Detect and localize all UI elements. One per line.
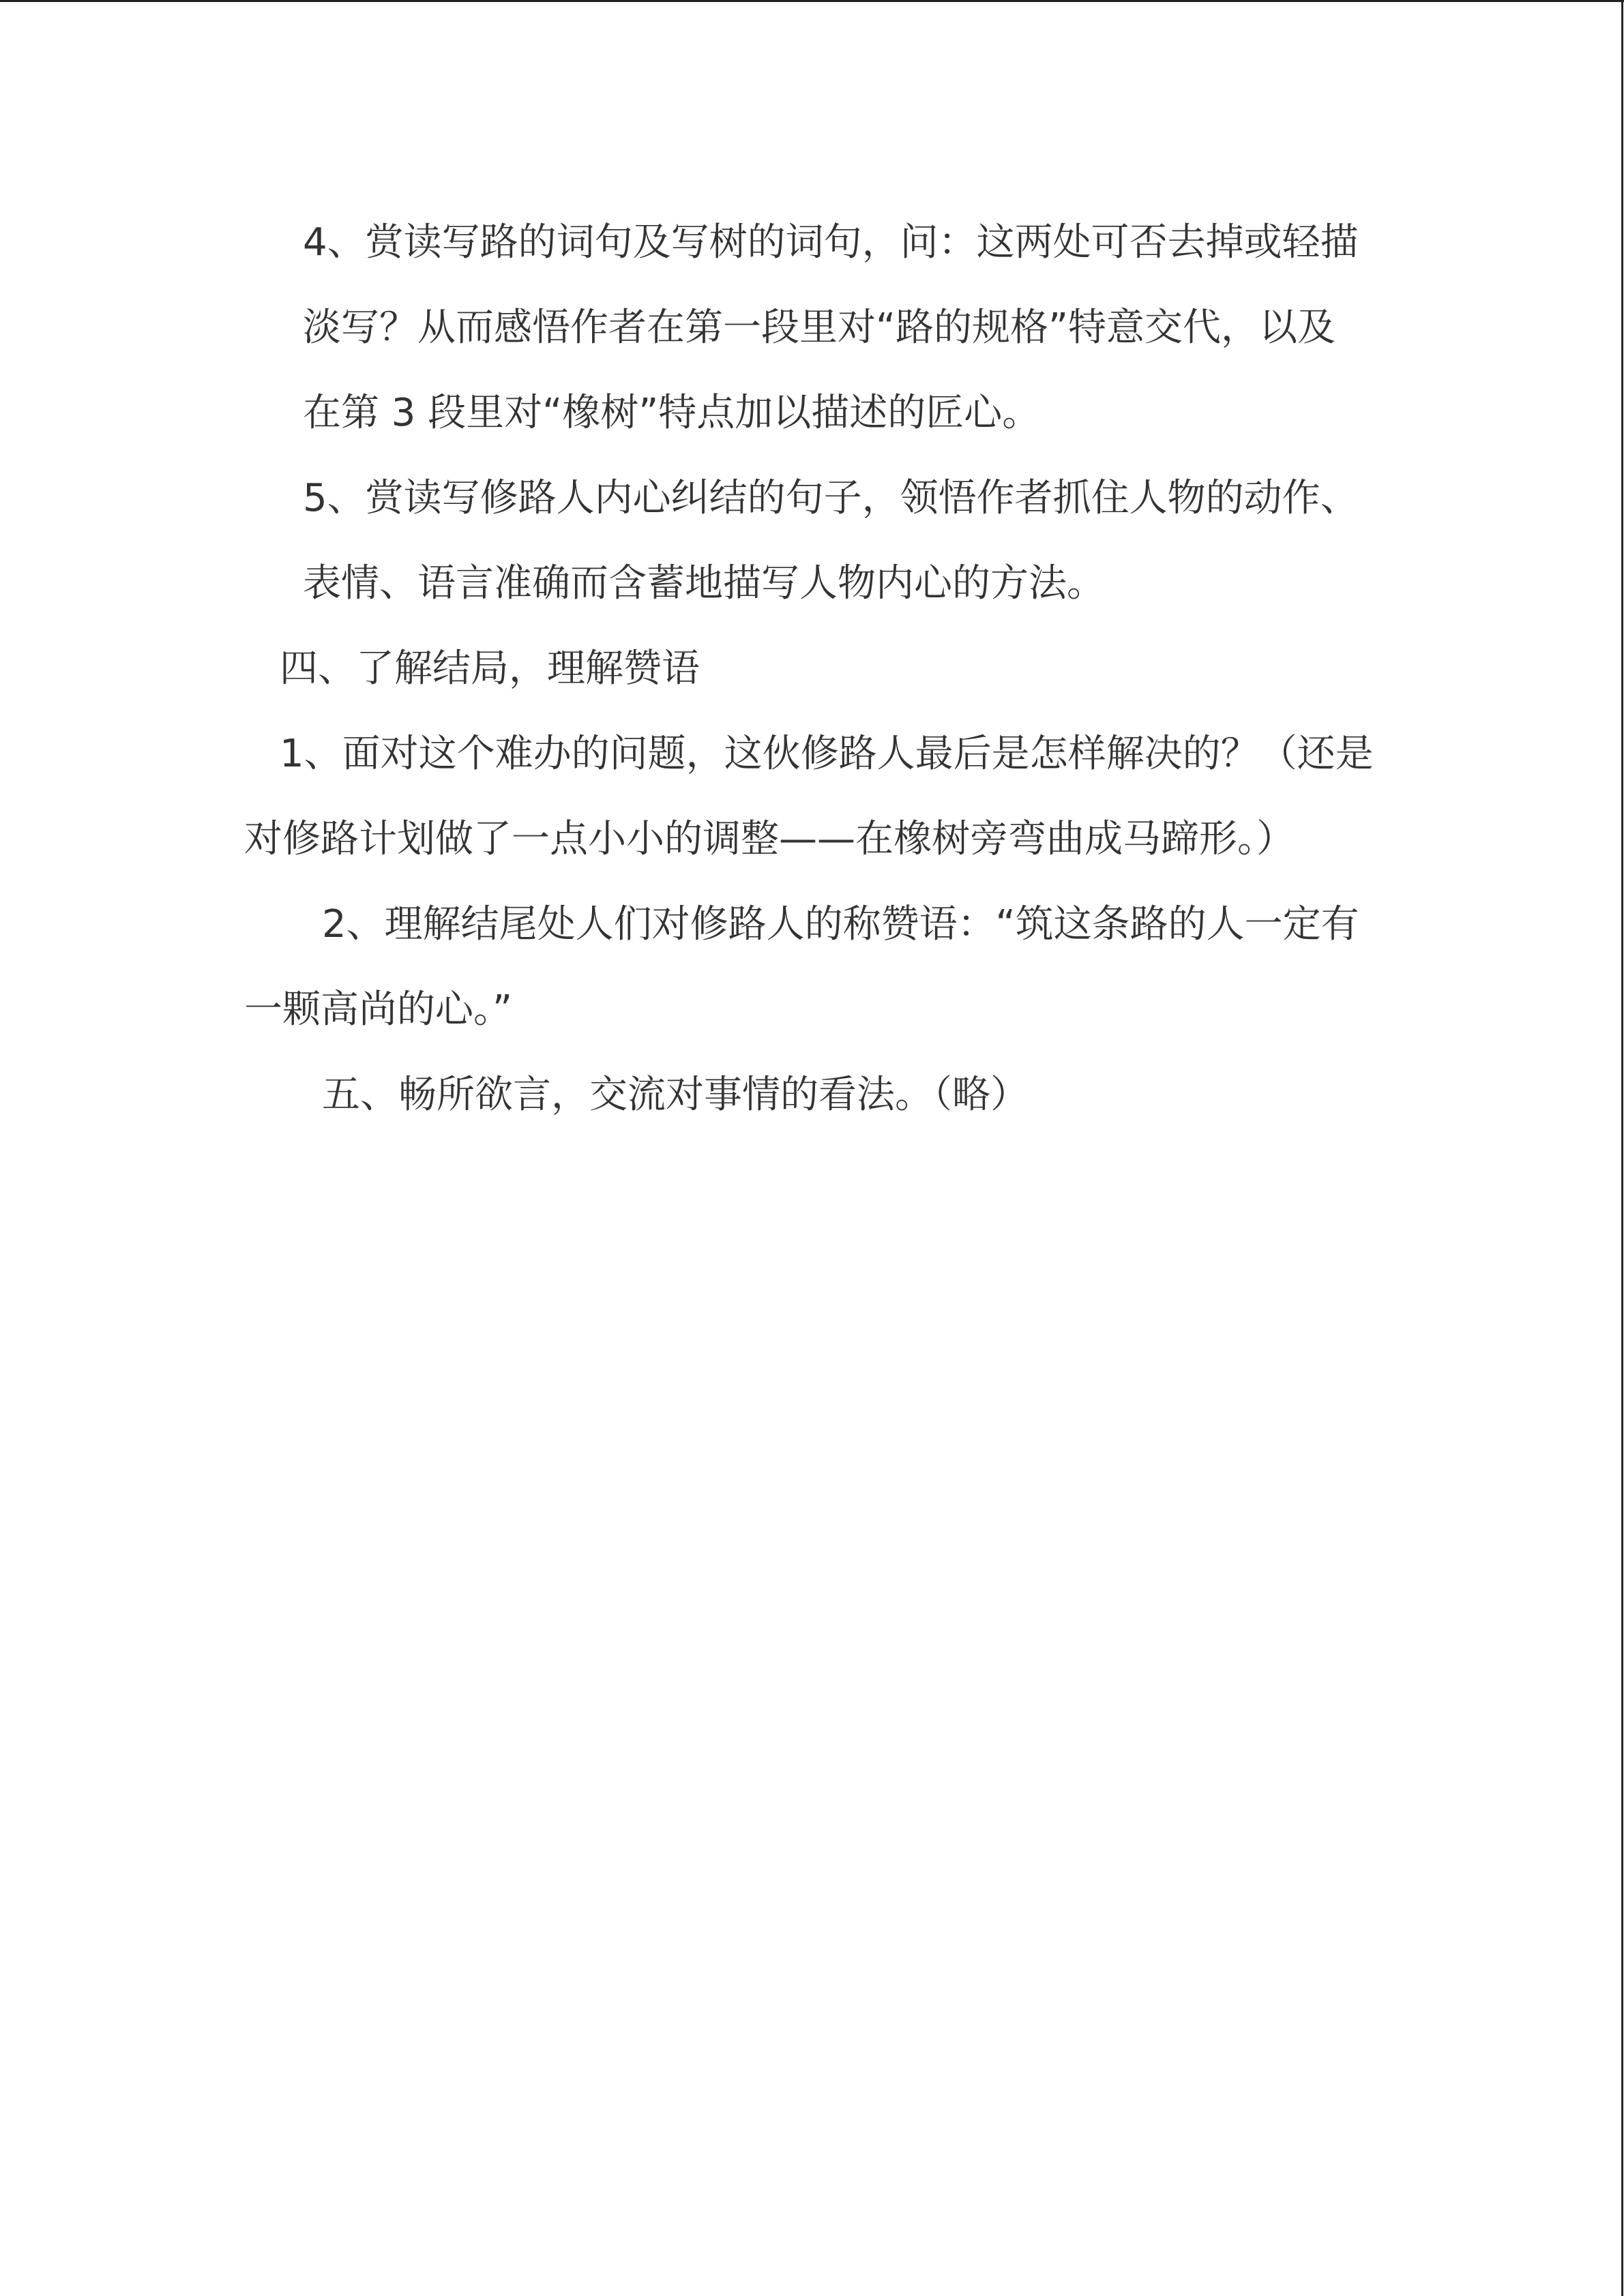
- text-line-7: 1、面对这个难办的问题，这伙修路人最后是怎样解决的？（还是: [280, 732, 1374, 776]
- text-line-3: 在第 3 段里对“橡树”特点加以描述的匠心。: [303, 391, 1041, 435]
- page-top-border: [0, 0, 1624, 2]
- section-heading-5: 五、畅所欲言，交流对事情的看法。（略）: [322, 1073, 1029, 1117]
- text-line-2: 淡写？从而感悟作者在第一段里对“路的规格”特意交代，以及: [303, 305, 1336, 350]
- text-line-5: 表情、语言准确而含蓄地描写人物内心的方法。: [303, 561, 1105, 606]
- text-line-8: 对修路计划做了一点小小的调整——在橡树旁弯曲成马蹄形。）: [244, 817, 1295, 861]
- text-line-10: 一颗高尚的心。”: [244, 987, 513, 1032]
- section-heading-4: 四、了解结局，理解赞语: [280, 646, 700, 691]
- text-line-9: 2、理解结尾处人们对修路人的称赞语：“筑这条路的人一定有: [322, 902, 1359, 946]
- text-line-1: 4、赏读写路的词句及写树的词句，问：这两处可否去掉或轻描: [303, 220, 1359, 265]
- page-right-border: [1621, 0, 1623, 2296]
- text-line-4: 5、赏读写修路人内心纠结的句子，领悟作者抓住人物的动作、: [303, 476, 1359, 520]
